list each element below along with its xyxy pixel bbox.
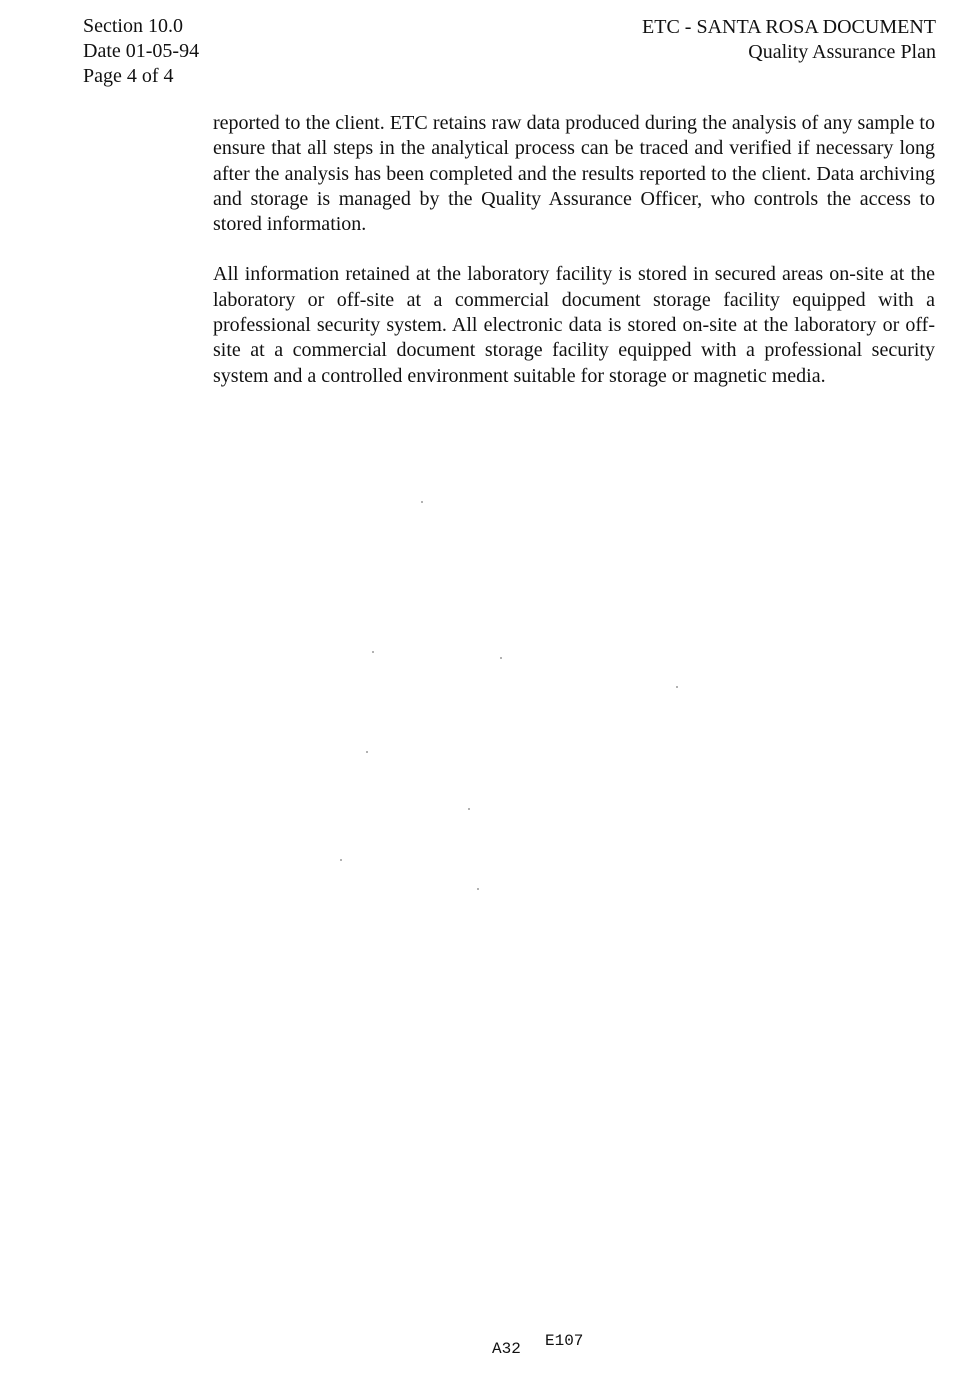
document-date: Date 01-05-94 (83, 40, 200, 62)
body-text (213, 111, 935, 414)
header-left-block (83, 14, 199, 89)
scan-speck (340, 859, 342, 861)
scan-speck (468, 808, 470, 810)
scan-speck (421, 501, 423, 503)
scan-speck (500, 657, 502, 659)
scan-speck (477, 888, 479, 890)
footer-page-code: A32 (492, 1340, 521, 1358)
plan-title: Quality Assurance Plan (748, 41, 936, 63)
scan-speck (676, 686, 678, 688)
header-right-block (642, 15, 936, 65)
document-title: ETC - SANTA ROSA DOCUMENT (642, 16, 936, 38)
footer-doc-code: E107 (545, 1332, 584, 1350)
scan-speck (372, 651, 374, 653)
paragraph-storage-security: All information retained at the laboratory facility is stored in secured areas on-site at the laboratory or off-site at a commercial document storage facility equipped with a professional security system. All electronic data is stored on-site at the laboratory or off-site at a commercial document storage facility equipped with a professional security system and a controlled environment suitable for storage or magnetic media. (213, 263, 935, 387)
scan-speck (366, 751, 368, 753)
page-number: Page 4 of 4 (83, 65, 174, 87)
paragraph-data-retention: reported to the client. ETC retains raw data produced during the analysis of any sample to ensure that all steps in the analytical process can be traced and verified if necessary long after the analysis has been completed and the results reported to the client. Data archiving and storage is managed by the Quality Assurance Officer, who controls the access to stored information. (213, 112, 935, 236)
section-number: Section 10.0 (83, 15, 183, 37)
